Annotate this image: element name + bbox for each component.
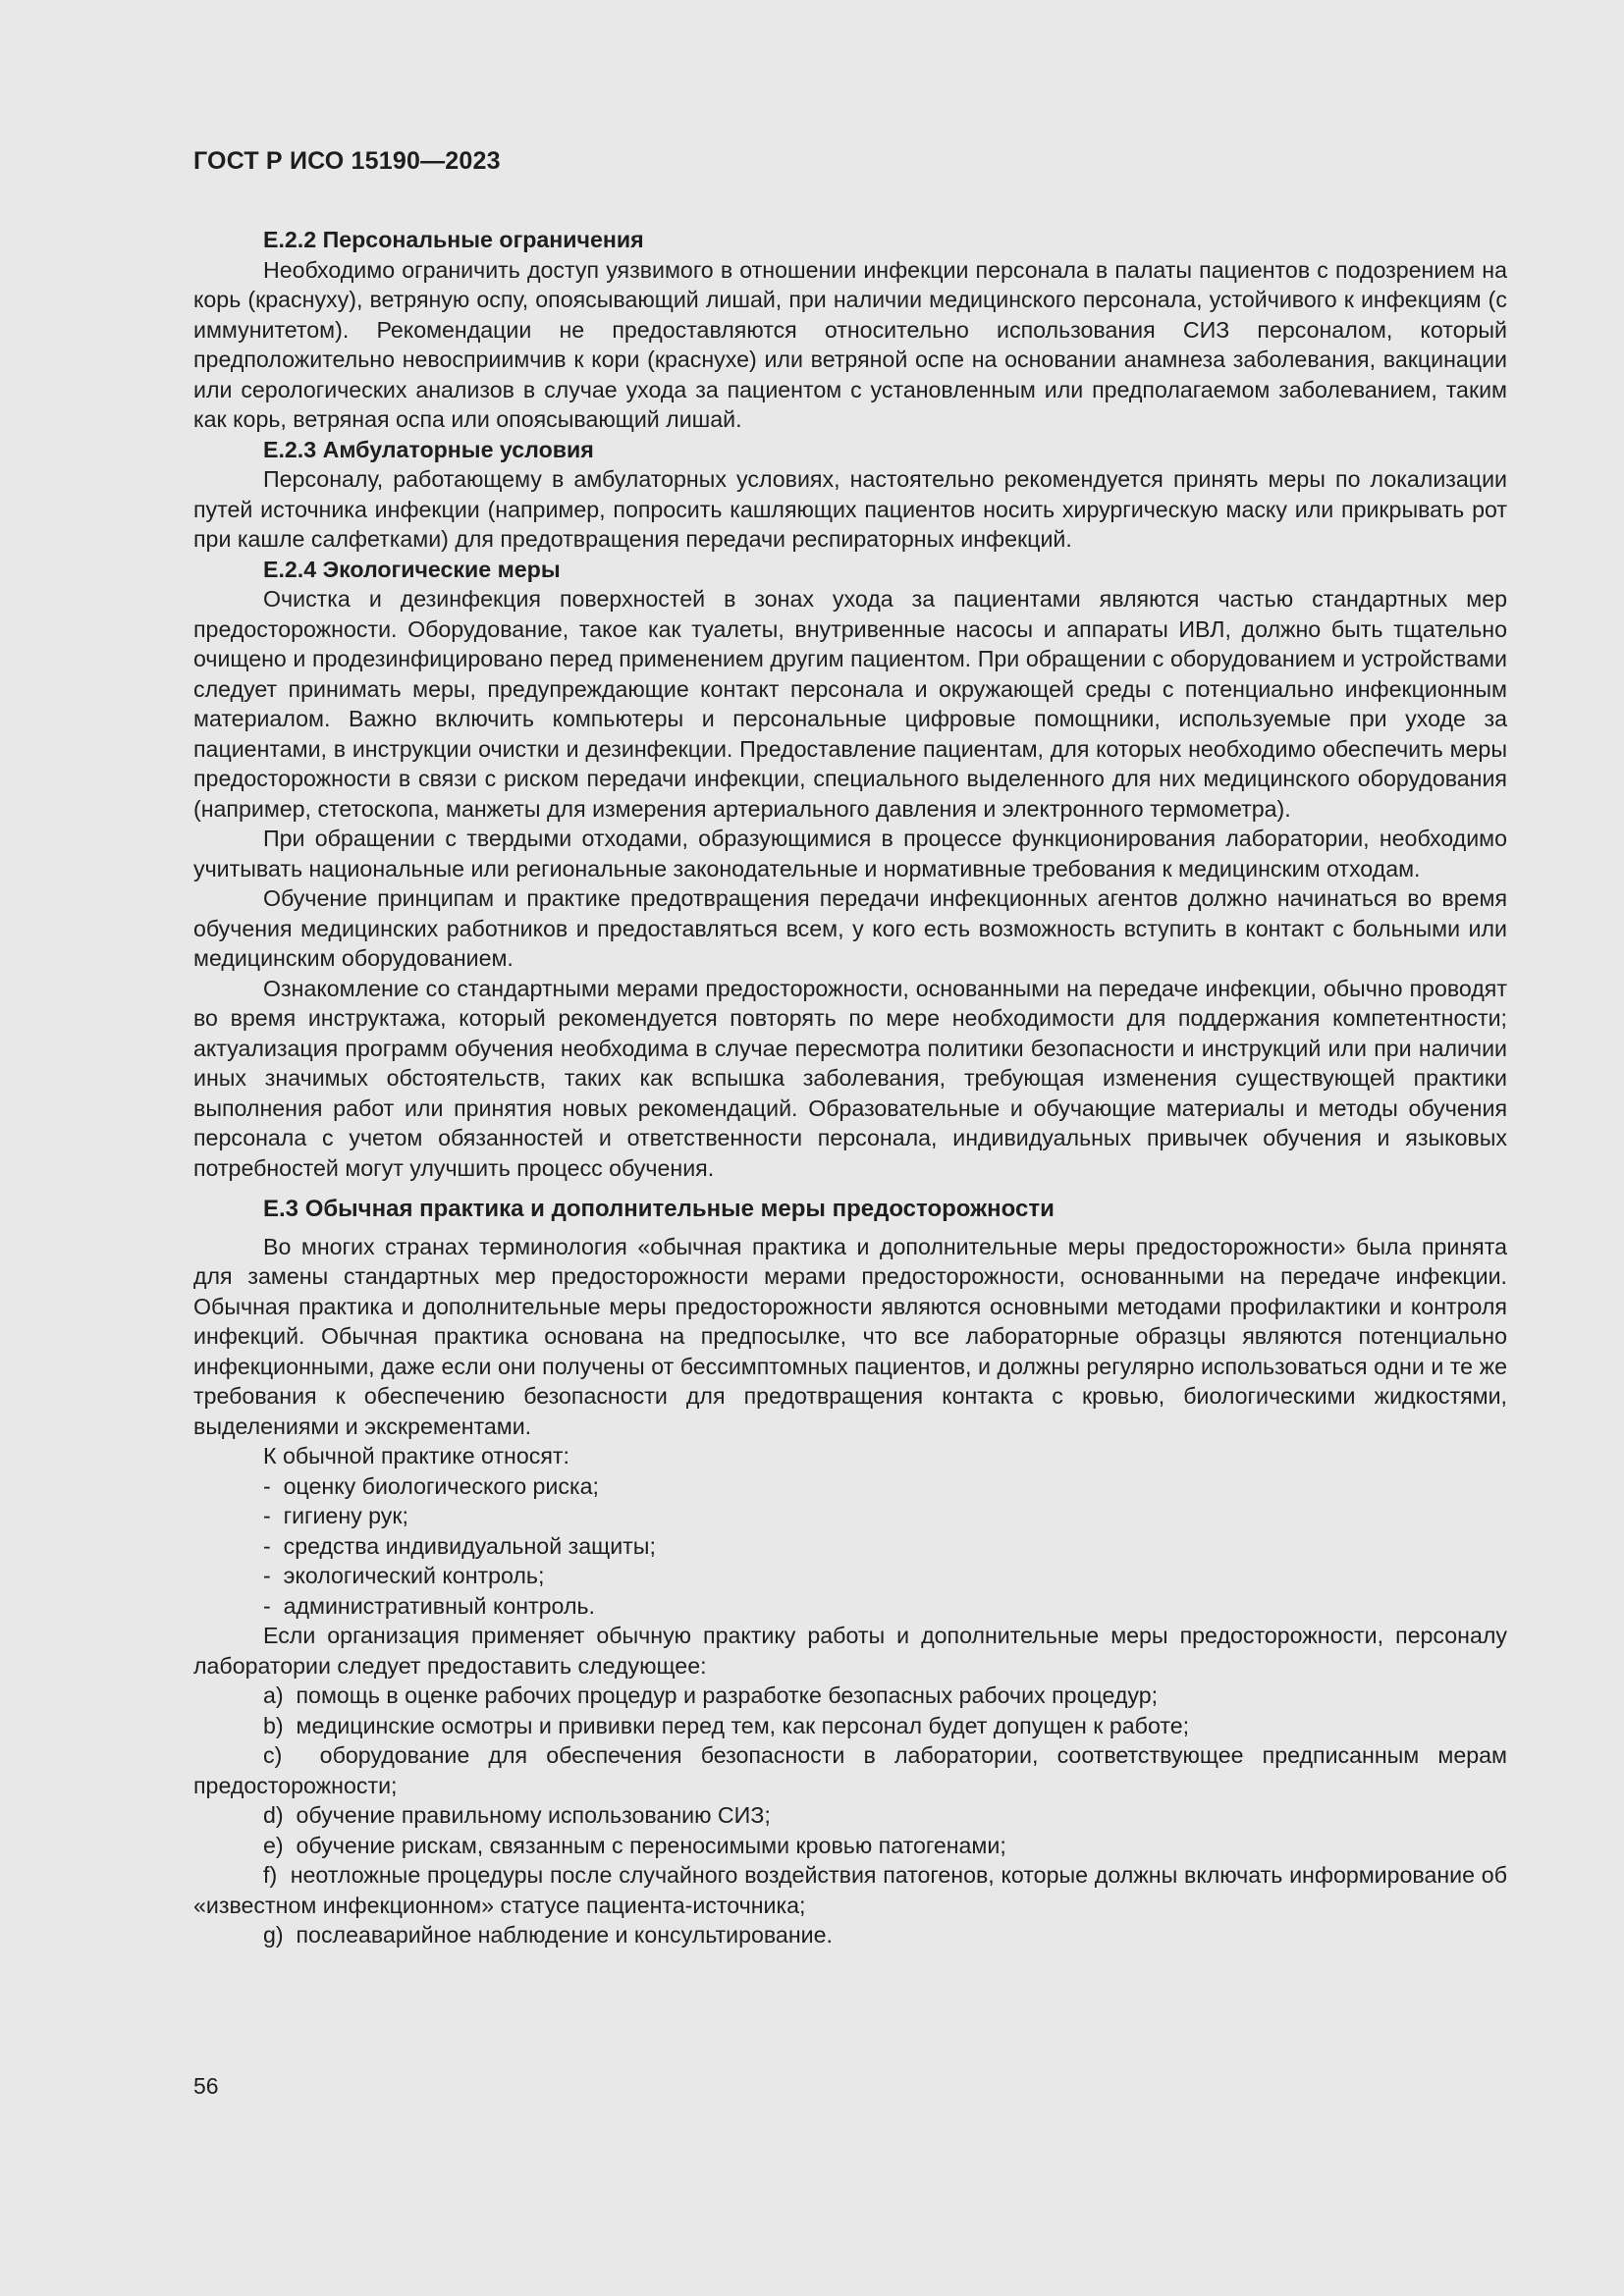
paragraph: Ознакомление со стандартными мерами предосторожности, основанными на передаче инфекции, обычно проводят во время инструктажа, который рекомендуется повторять по мере необходимости для поддержания компетентности; актуализация программ обучения необходима в случае пересмотра политики безопасности и инструкций или при наличии иных значимых обстоятельств, таких как вспышка заболевания, требующая изменения существующей практики выполнения работ или принятия новых рекомендаций. Образовательные и обучающие материалы и методы обучения персонала с учетом обязанностей и ответственности персонала, индивидуальных привычек обучения и языковых потребностей могут улучшить процесс обучения. bbox=[193, 975, 1507, 1181]
section-heading-e-2-2: E.2.2 Персональные ограничения bbox=[263, 227, 644, 252]
paragraph: Очистка и дезинфекция поверхностей в зонах ухода за пациентами являются частью стандартных мер предосторожности. Оборудование, такое как туалеты, внутривенные насосы и аппараты ИВЛ, должно быть тщательно очищено и продезинфицировано перед применением другим пациентом. При обращении с оборудованием и устройствами следует принимать меры, предупреждающие контакт персонала и окружающей среды с потенциально инфекционным материалом. Важно включить компьютеры и персональные цифровые помощники, используемые при уходе за пациентами, в инструкции очистки и дезинфекции. Предоставление пациентам, для которых необходимо обеспечить меры предосторожности в связи с риском передачи инфекции, специального выделенного для них медицинского оборудования (например, стетоскопа, манжеты для измерения артериального давления и электронного термометра). bbox=[193, 586, 1507, 822]
document-body bbox=[193, 225, 1507, 1950]
dash-list bbox=[193, 1471, 1507, 1622]
list-intro: К обычной практике относят: bbox=[263, 1443, 569, 1468]
list-item: f) неотложные процедуры после случайного воздействия патогенов, которые должны включать информирование об «известном инфекционном» статусе пациента-источника; bbox=[193, 1862, 1507, 1918]
list-item: g) послеаварийное наблюдение и консультирование. bbox=[263, 1922, 833, 1948]
list-item: b) медицинские осмотры и прививки перед тем, как персонал будет допущен к работе; bbox=[263, 1712, 1190, 1738]
paragraph: Во многих странах терминология «обычная практика и дополнительные меры предосторожности» была принята для замены стандартных мер предосторожности мерами предосторожности, основанными на передаче инфекции. Обычная практика и дополнительные меры предосторожности являются основными методами профилактики и контроля инфекций. Обычная практика основана на предпосылке, что все лабораторные образцы являются потенциально инфекционными, даже если они получены от бессимптомных пациентов, и должны регулярно использоваться одни и те же требования к обеспечению безопасности для предотвращения контакта с кровью, биологическими жидкостями, выделениями и экскрементами. bbox=[193, 1233, 1507, 1439]
paragraph: Персоналу, работающему в амбулаторных условиях, настоятельно рекомендуется принять меры по локализации путей источника инфекции (например, попросить кашляющих пациентов носить хирургическую маску или прикрывать рот при кашле салфетками) для предотвращения передачи респираторных инфекций. bbox=[193, 466, 1507, 552]
list-item: - экологический контроль; bbox=[193, 1561, 1507, 1591]
section-heading-e-2-3: E.2.3 Амбулаторные условия bbox=[263, 436, 594, 462]
list-item: e) обучение рискам, связанным с переносимыми кровью патогенами; bbox=[263, 1832, 1006, 1858]
paragraph: Обучение принципам и практике предотвращения передачи инфекционных агентов должно начинаться во время обучения медицинских работников и предоставляться всем, у кого есть возможность вступить в контакт с больными или медицинским оборудованием. bbox=[193, 885, 1507, 971]
section-heading-e-3: E.3 Обычная практика и дополнительные меры предосторожности bbox=[263, 1196, 1055, 1222]
list-item: - административный контроль. bbox=[193, 1591, 1507, 1622]
paragraph: Если организация применяет обычную практику работы и дополнительные меры предосторожности, персоналу лаборатории следует предоставить следующее: bbox=[193, 1623, 1507, 1679]
list-item: - средства индивидуальной защиты; bbox=[193, 1531, 1507, 1562]
paragraph: Необходимо ограничить доступ уязвимого в отношении инфекции персонала в палаты пациентов с подозрением на корь (краснуху), ветряную оспу, опоясывающий лишай, при наличии медицинского персонала, устойчивого к инфекциям (с иммунитетом). Рекомендации не предоставляются относительно использования СИЗ персоналом, который предположительно невосприимчив к кори (краснухе) или ветряной оспе на основании анамнеза заболевания, вакцинации или серологических анализов в случае ухода за пациентом с установленным или предполагаемом заболеванием, таким как корь, ветряная оспа или опоясывающий лишай. bbox=[193, 256, 1507, 432]
document-header: ГОСТ Р ИСО 15190—2023 bbox=[193, 147, 501, 175]
list-item: a) помощь в оценке рабочих процедур и разработке безопасных рабочих процедур; bbox=[263, 1682, 1159, 1708]
lettered-list bbox=[193, 1681, 1507, 1950]
list-item: - оценку биологического риска; bbox=[193, 1471, 1507, 1502]
list-item: c) оборудование для обеспечения безопасности в лаборатории, соответствующее предписанным мерам предосторожности; bbox=[193, 1742, 1507, 1798]
list-item: d) обучение правильному использованию СИЗ; bbox=[263, 1802, 771, 1828]
section-heading-e-2-4: E.2.4 Экологические меры bbox=[263, 556, 561, 582]
paragraph: При обращении с твердыми отходами, образующимися в процессе функционирования лаборатории, необходимо учитывать национальные или региональные законодательные и нормативные требования к медицинским отходам. bbox=[193, 826, 1507, 881]
list-item: - гигиену рук; bbox=[193, 1501, 1507, 1531]
page-number: 56 bbox=[193, 2073, 219, 2099]
